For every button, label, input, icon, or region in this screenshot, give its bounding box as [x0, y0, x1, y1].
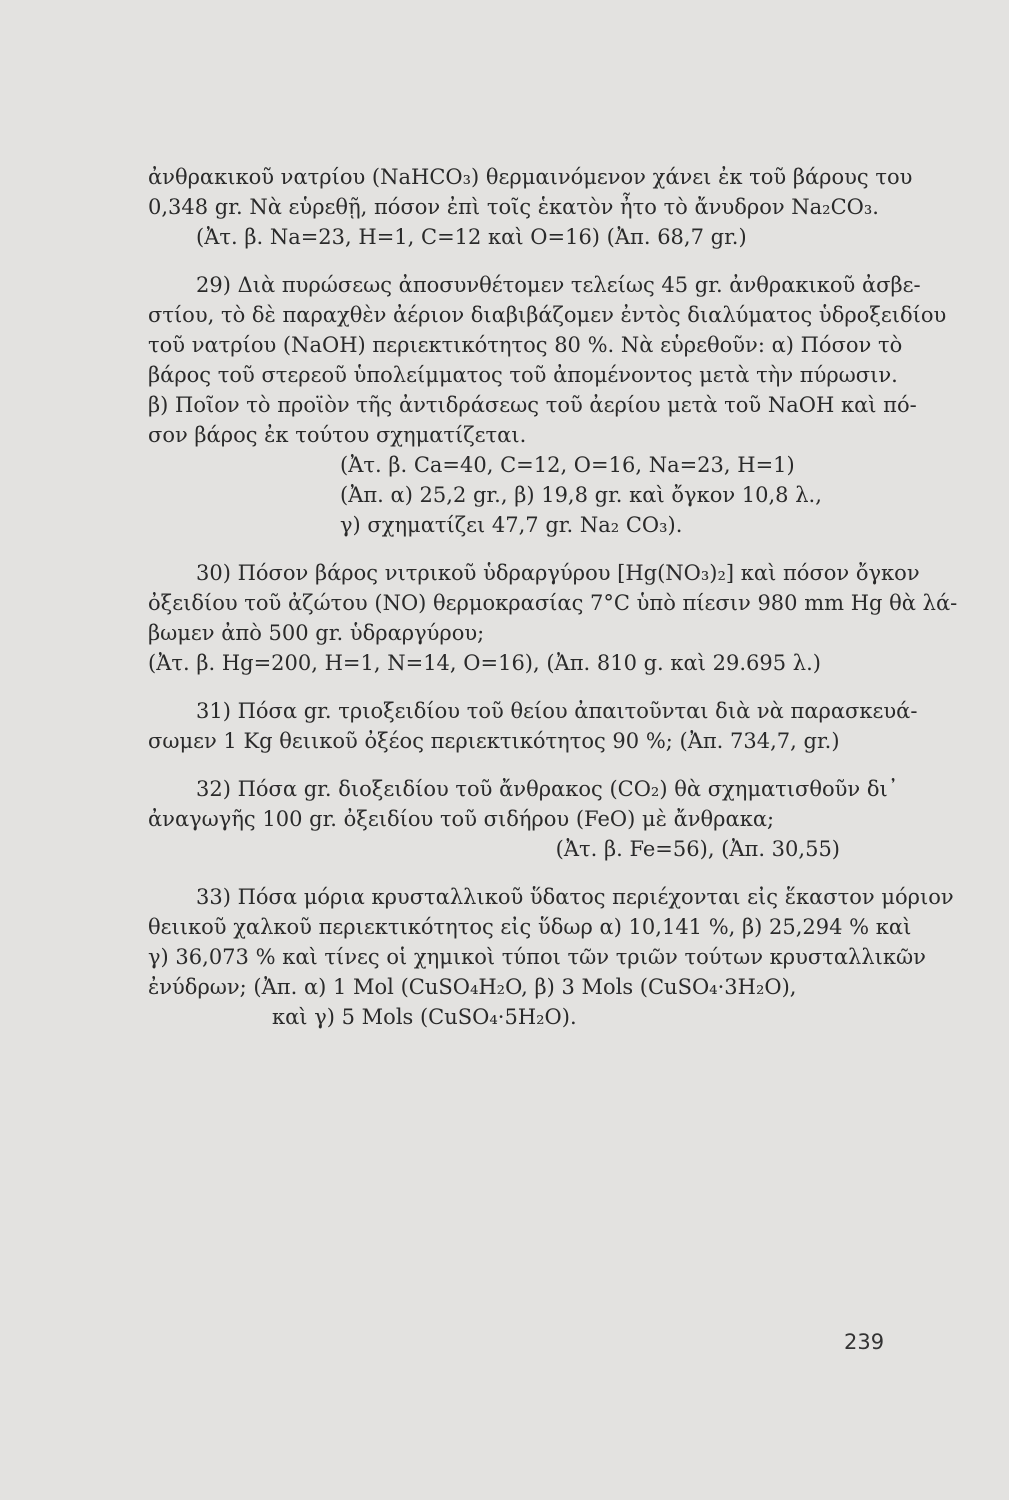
- text-line: σον βάρος ἐκ τούτου σχηματίζεται.: [148, 423, 527, 447]
- text-line: ὀξειδίου τοῦ ἀζώτου (NO) θερμοκρασίας 7°C ὑπὸ πίεσιν 980 mm Hg θὰ λά-: [148, 591, 958, 615]
- answer-line: καὶ γ) 5 Mols (CuSO₄·5H₂O).: [272, 1005, 577, 1029]
- text-line: 32) Πόσα gr. διοξειδίου τοῦ ἄνθρακος (CO₂) θὰ σχηματισθοῦν δι᾽: [196, 777, 899, 801]
- text-line: βωμεν ἀπὸ 500 gr. ὑδραργύρου;: [148, 621, 485, 645]
- text-line: βάρος τοῦ στερεοῦ ὑπολείμματος τοῦ ἀπομένοντος μετὰ τὴν πύρωσιν.: [148, 363, 898, 387]
- answer-line: (Ἀτ. β. Hg=200, H=1, N=14, O=16), (Ἀπ. 810 g. καὶ 29.695 λ.): [148, 651, 821, 675]
- text-line: β) Ποῖον τὸ προϊὸν τῆς ἀντιδράσεως τοῦ ἀερίου μετὰ τοῦ NaOH καὶ πό-: [148, 393, 917, 417]
- text-line: ἀνθρακικοῦ νατρίου (NaHCO₃) θερμαινόμενον χάνει ἐκ τοῦ βάρους του: [148, 165, 913, 189]
- text-line: 0,348 gr. Νὰ εὑρεθῇ, πόσον ἐπὶ τοῖς ἑκατὸν ἦτο τὸ ἄνυδρον Na₂CO₃.: [148, 195, 879, 219]
- text-line: 33) Πόσα μόρια κρυσταλλικοῦ ὕδατος περιέχονται εἰς ἕκαστον μόριον: [196, 885, 954, 909]
- problem-30: [148, 558, 958, 678]
- problem-31: [148, 696, 918, 756]
- page-text: [148, 162, 958, 1050]
- text-line: 29) Διὰ πυρώσεως ἀποσυνθέτομεν τελείως 45 gr. ἀνθρακικοῦ ἀσβε-: [196, 273, 921, 297]
- text-line: στίου, τὸ δὲ παραχθὲν ἀέριον διαβιβάζομεν ἐντὸς διαλύματος ὑδροξειδίου: [148, 303, 947, 327]
- atomic-weights-line: (Ἀτ. β. Ca=40, C=12, O=16, Na=23, H=1): [340, 453, 795, 477]
- text-line: θειικοῦ χαλκοῦ περιεκτικότητος εἰς ὕδωρ α) 10,141 %, β) 25,294 % καὶ: [148, 915, 912, 939]
- text-line: 30) Πόσον βάρος νιτρικοῦ ὑδραργύρου [Hg(NO₃)₂] καὶ πόσον ὄγκον: [196, 561, 920, 585]
- page-number: 239: [844, 1330, 885, 1354]
- answer-line: (Ἀπ. α) 25,2 gr., β) 19,8 gr. καὶ ὄγκον 10,8 λ.,: [340, 483, 822, 507]
- text-line: 31) Πόσα gr. τριοξειδίου τοῦ θείου ἀπαιτοῦνται διὰ νὰ παρασκευά-: [196, 699, 918, 723]
- problem-32: [148, 774, 899, 864]
- answer-line: (Ἀτ. β. Fe=56), (Ἀπ. 30,55): [555, 837, 840, 861]
- text-line: ἐνύδρων; (Ἀπ. α) 1 Mol (CuSO₄H₂O, β) 3 Mols (CuSO₄·3H₂O),: [148, 975, 797, 999]
- problem-33: [148, 882, 954, 1032]
- problem-29: [148, 270, 947, 540]
- problem-28-continued: [148, 162, 913, 252]
- answer-line: (Ἀτ. β. Na=23, H=1, C=12 καὶ O=16) (Ἀπ. 68,7 gr.): [196, 225, 747, 249]
- text-line: ἀναγωγῆς 100 gr. ὀξειδίου τοῦ σιδήρου (FeO) μὲ ἄνθρακα;: [148, 807, 775, 831]
- text-line: τοῦ νατρίου (NaOH) περιεκτικότητος 80 %. Νὰ εὑρεθοῦν: α) Πόσον τὸ: [148, 333, 903, 357]
- answer-line: γ) σχηματίζει 47,7 gr. Na₂ CO₃).: [340, 513, 683, 537]
- text-line: σωμεν 1 Kg θειικοῦ ὀξέος περιεκτικότητος 90 %; (Ἀπ. 734,7, gr.): [148, 729, 840, 753]
- text-line: γ) 36,073 % καὶ τίνες οἱ χημικοὶ τύποι τῶν τριῶν τούτων κρυσταλλικῶν: [148, 945, 926, 969]
